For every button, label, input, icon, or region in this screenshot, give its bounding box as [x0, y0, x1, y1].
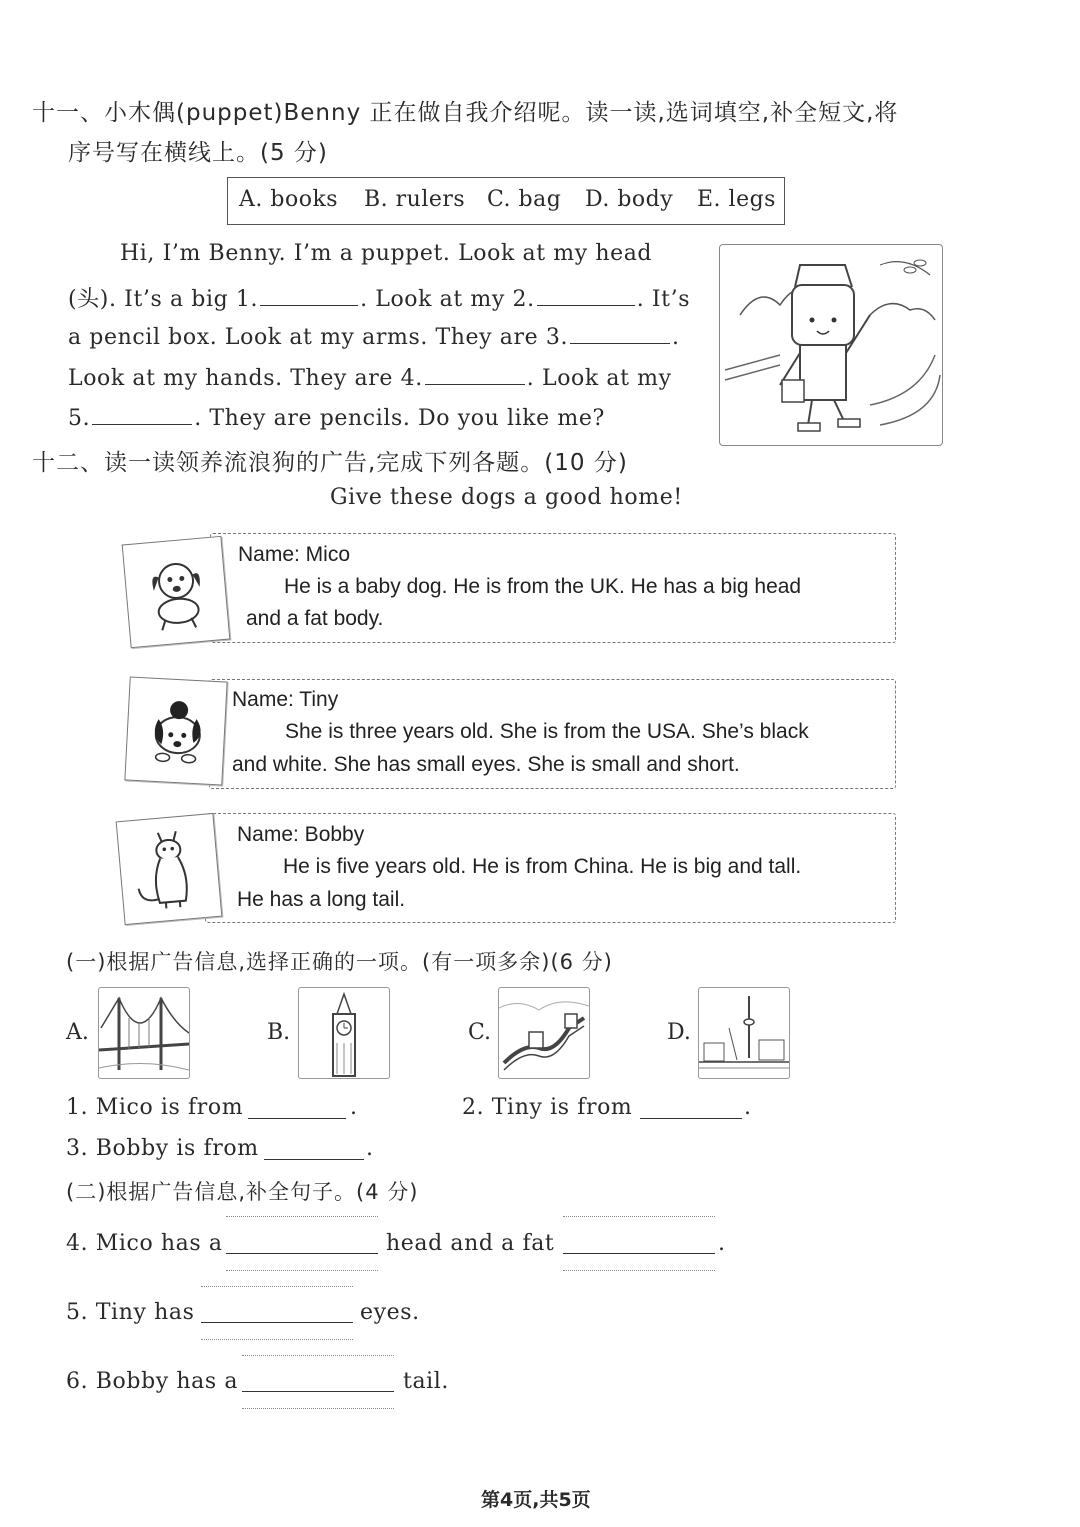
- picture-a: [98, 987, 190, 1079]
- passage-text: . Look at my: [526, 366, 672, 391]
- dog-desc-line1: He is a baby dog. He is from the UK. He has a big head: [284, 575, 802, 598]
- ad-heading: Give these dogs a good home!: [330, 485, 683, 510]
- passage-line-3: [68, 323, 680, 350]
- dog-desc-line1: She is three years old. She is from the USA. She’s black: [285, 720, 809, 743]
- dog-desc-line2: He has a long tail.: [237, 888, 406, 911]
- guide-line: [242, 1408, 394, 1409]
- question-2: 2. Tiny is from: [462, 1095, 633, 1120]
- answer-blank-1[interactable]: [248, 1118, 346, 1119]
- dog-name: Name: Bobby: [237, 823, 365, 846]
- option-d: D. body: [585, 187, 674, 212]
- question-4-part2: head and a fat: [386, 1231, 555, 1256]
- picture-d: [698, 987, 790, 1079]
- passage-text: 5.: [68, 406, 91, 431]
- passage-text: (头). It’s a big 1.: [68, 287, 259, 312]
- passage-text: .: [672, 325, 680, 350]
- option-b: B. rulers: [364, 187, 466, 212]
- answer-blank-2[interactable]: [640, 1118, 742, 1119]
- cn-tower-skyline-icon: [699, 988, 789, 1078]
- passage-line-5: [68, 404, 605, 431]
- dog-name: Name: Tiny: [232, 688, 339, 711]
- blank-3[interactable]: [570, 323, 670, 344]
- q12-title: 十二、读一读领养流浪狗的广告,完成下列各题。(10 分): [32, 450, 628, 476]
- answer-blank-4a[interactable]: [226, 1253, 378, 1254]
- passage-text: . They are pencils. Do you like me?: [194, 406, 605, 431]
- tiny-photo: [124, 677, 227, 786]
- question-6-part2: tail.: [403, 1369, 450, 1394]
- guide-line: [201, 1286, 353, 1287]
- question-4-part1: 4. Mico has a: [66, 1231, 223, 1256]
- dog-desc-line2: and a fat body.: [246, 607, 384, 630]
- question-6-part1: 6. Bobby has a: [66, 1369, 239, 1394]
- puppet-illustration: [719, 244, 943, 446]
- blank-2[interactable]: [537, 285, 635, 306]
- dog-card-tiny: [209, 679, 896, 789]
- passage-line-4: [68, 364, 672, 391]
- dog-card-bobby: [205, 813, 896, 923]
- period: .: [718, 1231, 726, 1256]
- big-dog-icon: [117, 814, 222, 924]
- question-1: 1. Mico is from: [66, 1095, 244, 1120]
- bobby-photo: [116, 813, 223, 925]
- guide-line: [226, 1216, 378, 1217]
- answer-blank-5[interactable]: [201, 1322, 353, 1323]
- option-e: E. legs: [697, 187, 776, 212]
- passage-line-2: [68, 282, 690, 313]
- question-3: 3. Bobby is from: [66, 1136, 259, 1161]
- puppet-icon: [720, 245, 942, 445]
- dog-desc-line1: He is five years old. He is from China. He is big and tall.: [283, 855, 802, 878]
- passage-line-1: Hi, I’m Benny. I’m a puppet. Look at my head: [120, 241, 653, 266]
- q11-title-line2: 序号写在横线上。(5 分): [68, 140, 328, 166]
- guide-line: [201, 1339, 353, 1340]
- guide-line: [563, 1270, 715, 1271]
- word-options-box: [227, 177, 785, 225]
- spotted-dog-icon: [125, 678, 226, 785]
- dog-name: Name: Mico: [238, 543, 351, 566]
- picture-c: [498, 987, 590, 1079]
- question-5-part2: eyes.: [360, 1300, 420, 1325]
- picture-c-letter: C.: [468, 1020, 492, 1045]
- picture-a-letter: A.: [66, 1020, 89, 1045]
- mico-photo: [122, 536, 231, 648]
- option-a: A. books: [239, 187, 339, 212]
- passage-text: . Look at my 2.: [360, 287, 535, 312]
- guide-line: [226, 1270, 378, 1271]
- blank-1[interactable]: [260, 285, 358, 306]
- guide-line: [242, 1355, 394, 1356]
- page-footer: 第4页,共5页: [481, 1489, 591, 1511]
- puppy-icon: [123, 537, 230, 647]
- blank-4[interactable]: [425, 364, 525, 385]
- guide-line: [563, 1216, 715, 1217]
- period: .: [744, 1095, 752, 1120]
- period: .: [350, 1095, 358, 1120]
- part2-title: (二)根据广告信息,补全句子。(4 分): [66, 1180, 419, 1204]
- blank-5[interactable]: [92, 404, 192, 425]
- option-c: C. bag: [487, 187, 562, 212]
- period: .: [366, 1136, 374, 1161]
- passage-text: a pencil box. Look at my arms. They are 3.: [68, 325, 569, 350]
- answer-blank-6[interactable]: [242, 1391, 394, 1392]
- great-wall-icon: [499, 988, 589, 1078]
- picture-d-letter: D.: [667, 1020, 691, 1045]
- picture-b-letter: B.: [267, 1020, 291, 1045]
- question-5-part1: 5. Tiny has: [66, 1300, 195, 1325]
- golden-gate-bridge-icon: [99, 988, 189, 1078]
- answer-blank-4b[interactable]: [563, 1253, 715, 1254]
- part1-title: (一)根据广告信息,选择正确的一项。(有一项多余)(6 分): [66, 950, 613, 974]
- q11-title-line1: 十一、小木偶(puppet)Benny 正在做自我介绍呢。读一读,选词填空,补全短文,将: [32, 100, 899, 126]
- passage-text: . It’s: [636, 287, 691, 312]
- big-ben-icon: [299, 988, 389, 1078]
- answer-blank-3[interactable]: [264, 1159, 364, 1160]
- dog-desc-line2: and white. She has small eyes. She is small and short.: [232, 753, 740, 776]
- dog-card-mico: [210, 533, 896, 643]
- passage-text: Look at my hands. They are 4.: [68, 366, 423, 391]
- picture-b: [298, 987, 390, 1079]
